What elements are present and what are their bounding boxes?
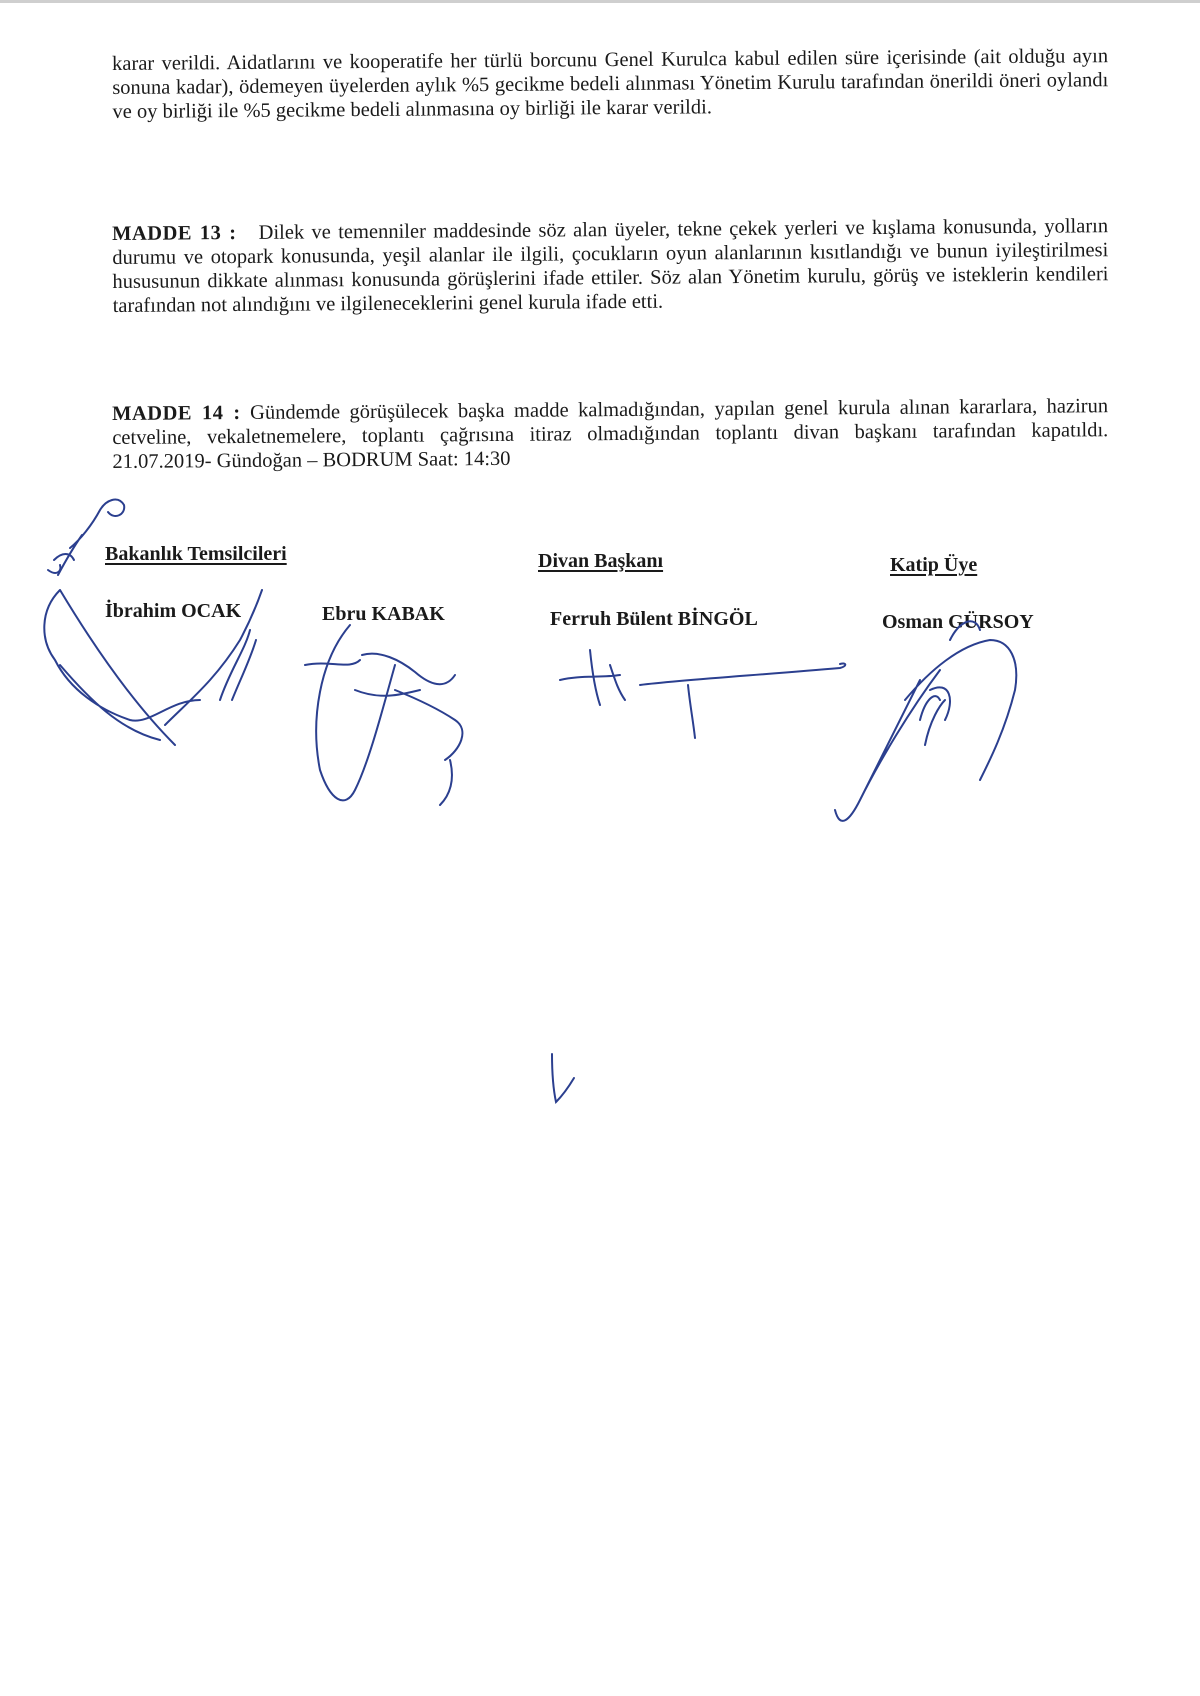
madde-13-text: Dilek ve temenniler maddesinde söz alan üyeler, tekne çekek yerleri ve kışlama konusunda, yolların durumu ve otopark konusunda, yeşil alanlar ile ilgili, çocukların oyun alanlarının kısıtlandığı ve bunun iyileştirilmesi hususunun dikkate alınması konusunda görüşlerini ifade ettiler. Söz alan Yönetim kurulu, görüş ve isteklerin kendileri tarafından not alındığını ve ilgileneceklerini genel kurula ifade etti. <box>112 215 1109 317</box>
signature-3 <box>560 650 845 738</box>
paragraph-continuation-text: karar verildi. Aidatlarını ve kooperatife her türlü borcunu Genel Kurulca kabul edilen süre içerisinde (ait olduğu ayın sonuna kadar), ödemeyen üyelerden aylık %5 gecikme bedeli alınması Yönetim Kurulu tarafından önerildi öneri oylandı ve oy birliği ile %5 gecikme bedeli alınmasına oy birliği ile karar verildi. <box>112 45 1109 123</box>
madde-14-heading: MADDE 14 : <box>112 401 241 425</box>
pen-mark <box>540 1050 600 1110</box>
role-bakanlik-temsilcileri: Bakanlık Temsilcileri <box>105 543 287 565</box>
role-divan-baskani: Divan Başkanı <box>538 550 664 572</box>
signer-name-4: Osman GÜRSOY <box>882 611 1034 633</box>
signature-2 <box>305 625 462 805</box>
role-katip-uye: Katip Üye <box>890 554 978 576</box>
signer-name-2: Ebru KABAK <box>322 603 445 625</box>
signature-4 <box>835 621 1016 821</box>
signer-name-1: İbrahim OCAK <box>105 600 242 622</box>
madde-13-heading: MADDE 13 : <box>112 222 237 245</box>
signature-1 <box>44 590 262 745</box>
madde-14-text: Gündemde görüşülecek başka madde kalmadığından, yapılan genel kurula alınan kararlara, hazirun cetveline, vekaletnemelere, toplantı çağrısına itiraz olmadığından toplantı divan başkanı tarafından kapatıldı. 21.07.2019- Gündoğan – BODRUM Saat: 14:30 <box>112 395 1109 473</box>
margin-initials <box>48 554 74 573</box>
signer-name-3: Ferruh Bülent BİNGÖL <box>550 608 758 630</box>
margin-initials <box>58 500 124 575</box>
